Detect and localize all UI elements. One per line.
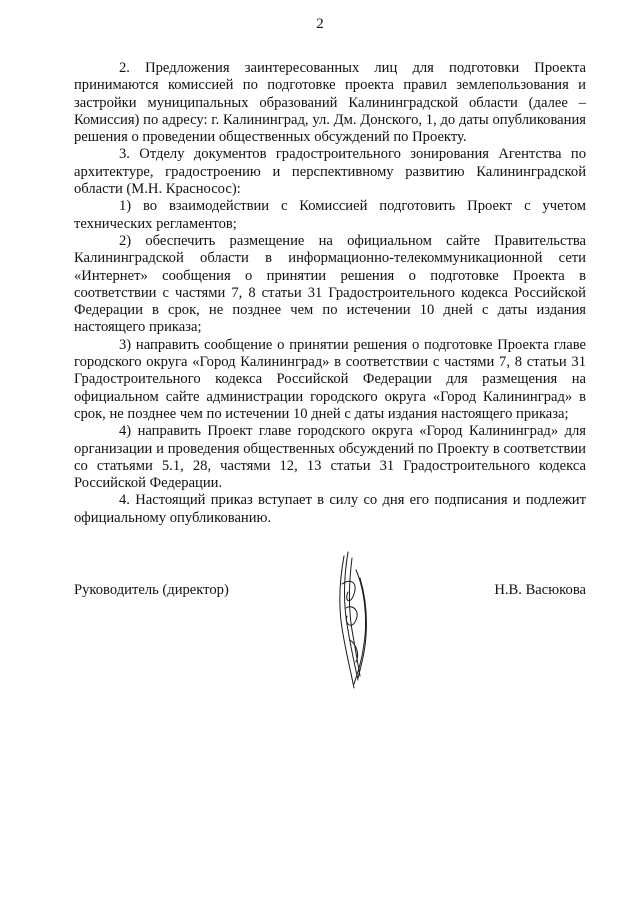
paragraph-task-2: 2) обеспечить размещение на официальном сайте Правительства Калининградской области в информационно-телекоммуникационной сети «Интернет» сообщения о принятии решения о подготовке Проекта в соответствии с частями 7, 8 статьи 31 Градостроительного кодекса Российской Федерации в срок, не позднее чем по истечении 10 дней с даты издания настоящего приказа; <box>74 232 586 336</box>
handwritten-signature <box>330 548 380 698</box>
signatory-name: Н.В. Васюкова <box>494 582 586 598</box>
signatory-position: Руководитель (директор) <box>74 582 229 598</box>
paragraph-proposals: 2. Предложения заинтересованных лиц для подготовки Проекта принимаются комиссией по подготовке проекта правил землепользования и застройки муниципальных образований Калининградской области (далее – Комиссия) по адресу: г. Калининград, ул. Дм. Донского, 1, до даты опубликования решения о проведении общественных обсуждений по Проекту. <box>74 60 586 146</box>
paragraph-entry-into-force: 4. Настоящий приказ вступает в силу со дня его подписания и подлежит официальному опубликованию. <box>74 492 586 526</box>
paragraph-department-tasks: 3. Отделу документов градостроительного зонирования Агентства по архитектуре, градостроению и перспективному развитию Калининградской области (М.Н. Красносос): <box>74 146 586 198</box>
page-number: 2 <box>316 16 324 32</box>
paragraph-task-4: 4) направить Проект главе городского округа «Город Калининград» для организации и проведения общественных обсуждений по Проекту в соответствии со статьями 5.1, 28, частями 12, 13 статьи 31 Градостроительного кодекса Российской Федерации. <box>74 423 586 492</box>
document-body <box>74 60 586 527</box>
paragraph-task-3: 3) направить сообщение о принятии решения о подготовке Проекта главе городского округа «Город Калининград» в соответствии с частями 7, 8 статьи 31 Градостроительного кодекса Российской Федерации для размещения на официальном сайте администрации городского округа «Город Калининград» в срок, не позднее чем по истечении 10 дней с даты издания настоящего приказа; <box>74 336 586 422</box>
paragraph-task-1: 1) во взаимодействии с Комиссией подготовить Проект с учетом технических регламентов; <box>74 198 586 232</box>
